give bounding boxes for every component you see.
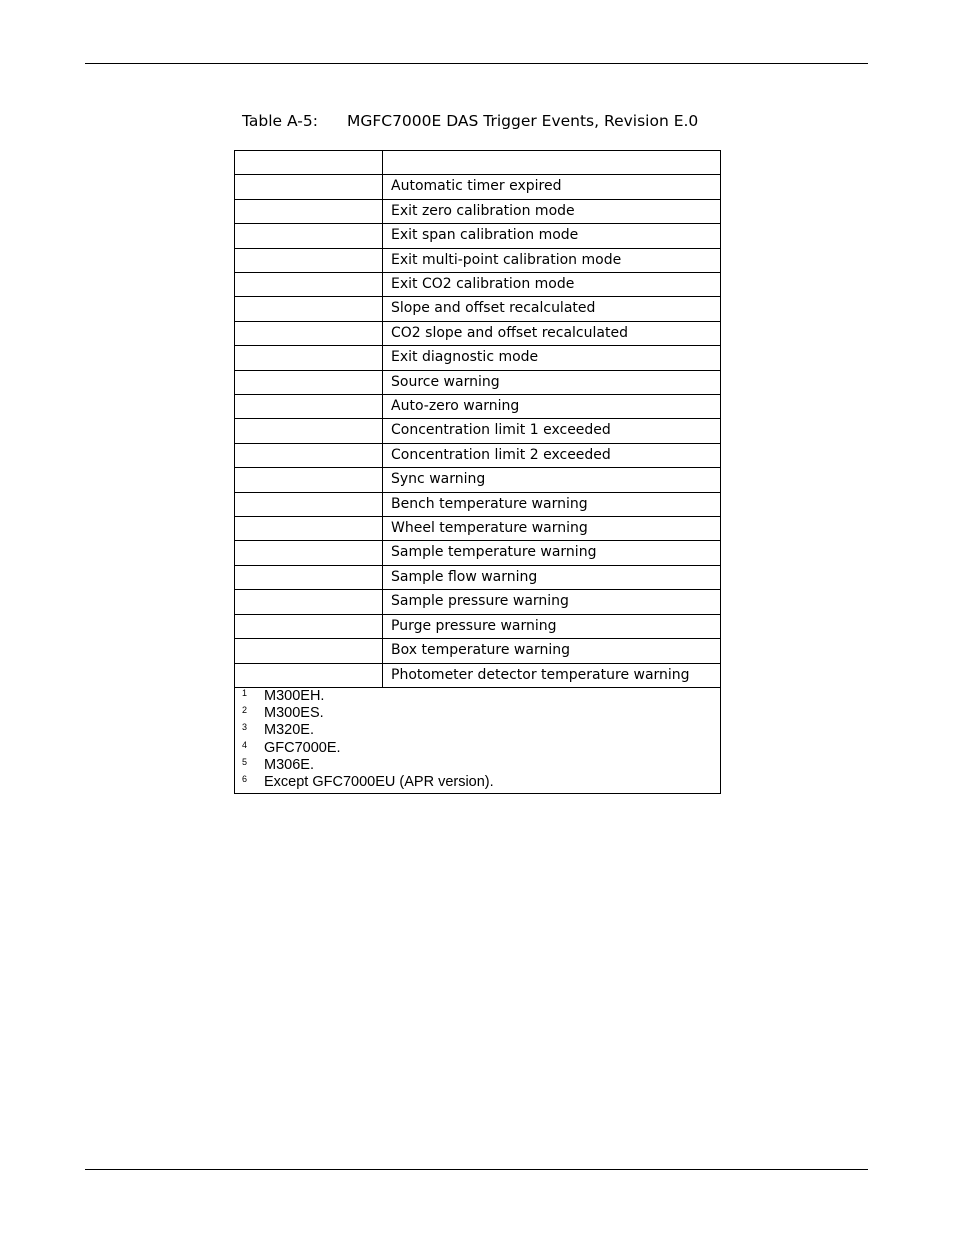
- table-row: [235, 565, 721, 589]
- footnote-mark: 4: [242, 739, 248, 750]
- table-row: [235, 224, 721, 248]
- event-description-cell: Exit zero calibration mode: [383, 199, 721, 223]
- event-name-cell: [235, 443, 383, 467]
- event-description-cell: Source warning: [383, 370, 721, 394]
- footer-rule: [85, 1169, 868, 1170]
- event-description-cell: Photometer detector temperature warning: [383, 663, 721, 687]
- table-row: [235, 321, 721, 345]
- table-row: [235, 370, 721, 394]
- header-cell-description: [383, 151, 721, 175]
- event-description-cell: Slope and offset recalculated: [383, 297, 721, 321]
- event-description-cell: Auto-zero warning: [383, 395, 721, 419]
- table-row: [235, 199, 721, 223]
- footnote-mark: 3: [242, 722, 248, 733]
- table-row: [235, 590, 721, 614]
- footnotes-cell: [235, 687, 721, 793]
- table-row: [235, 346, 721, 370]
- event-description-cell: Purge pressure warning: [383, 614, 721, 638]
- header-rule: [85, 63, 868, 64]
- event-name-cell: [235, 395, 383, 419]
- footnote-text: GFC7000E.: [264, 739, 341, 756]
- footnote-text: M300EH.: [264, 687, 325, 704]
- event-description-cell: Sample pressure warning: [383, 590, 721, 614]
- event-description-cell: Exit diagnostic mode: [383, 346, 721, 370]
- event-description-cell: Sample temperature warning: [383, 541, 721, 565]
- table-row: [235, 297, 721, 321]
- footnote-text: M300ES.: [264, 705, 324, 722]
- event-name-cell: [235, 541, 383, 565]
- event-description-cell: Concentration limit 2 exceeded: [383, 443, 721, 467]
- event-name-cell: [235, 614, 383, 638]
- event-description-cell: Box temperature warning: [383, 639, 721, 663]
- event-name-cell: [235, 517, 383, 541]
- footnote: [242, 757, 720, 774]
- event-description-cell: Sample flow warning: [383, 565, 721, 589]
- event-name-cell: [235, 663, 383, 687]
- event-name-cell: [235, 273, 383, 297]
- header-cell-event: [235, 151, 383, 175]
- table-row: [235, 443, 721, 467]
- event-name-cell: [235, 419, 383, 443]
- event-name-cell: [235, 321, 383, 345]
- event-name-cell: [235, 565, 383, 589]
- footnote-mark: 2: [242, 705, 248, 716]
- event-name-cell: [235, 346, 383, 370]
- event-description-cell: Sync warning: [383, 468, 721, 492]
- event-name-cell: [235, 248, 383, 272]
- event-name-cell: [235, 370, 383, 394]
- event-description-cell: Concentration limit 1 exceeded: [383, 419, 721, 443]
- event-name-cell: [235, 224, 383, 248]
- event-description-cell: Exit span calibration mode: [383, 224, 721, 248]
- footnote: [242, 688, 720, 705]
- footnote: [242, 740, 720, 757]
- event-name-cell: [235, 468, 383, 492]
- footnote: [242, 774, 720, 791]
- caption-label: Table A-5:: [242, 112, 318, 130]
- event-description-cell: Bench temperature warning: [383, 492, 721, 516]
- table-row: [235, 614, 721, 638]
- event-name-cell: [235, 492, 383, 516]
- table-caption: [242, 112, 698, 130]
- footnote: [242, 722, 720, 739]
- table-row: [235, 273, 721, 297]
- event-name-cell: [235, 590, 383, 614]
- footnote-text: Except GFC7000EU (APR version).: [264, 773, 494, 790]
- event-name-cell: [235, 175, 383, 199]
- event-name-cell: [235, 199, 383, 223]
- event-description-cell: Wheel temperature warning: [383, 517, 721, 541]
- event-description-cell: Exit CO2 calibration mode: [383, 273, 721, 297]
- event-description-cell: CO2 slope and offset recalculated: [383, 321, 721, 345]
- table-row: [235, 468, 721, 492]
- footnote-mark: 1: [242, 687, 248, 698]
- table-row: [235, 419, 721, 443]
- table-row: [235, 663, 721, 687]
- event-name-cell: [235, 639, 383, 663]
- event-description-cell: Automatic timer expired: [383, 175, 721, 199]
- event-name-cell: [235, 297, 383, 321]
- table-row: [235, 492, 721, 516]
- table-header-row: [235, 151, 721, 175]
- table-row: [235, 248, 721, 272]
- footnotes-row: [235, 687, 721, 793]
- event-description-cell: Exit multi-point calibration mode: [383, 248, 721, 272]
- trigger-events-table: [234, 150, 721, 794]
- table-row: [235, 639, 721, 663]
- footnote-mark: 6: [242, 773, 248, 784]
- footnote-text: M320E.: [264, 722, 314, 739]
- table-row: [235, 541, 721, 565]
- footnote: [242, 705, 720, 722]
- footnote-mark: 5: [242, 756, 248, 767]
- table-row: [235, 517, 721, 541]
- table-row: [235, 395, 721, 419]
- table-row: [235, 175, 721, 199]
- caption-title: MGFC7000E DAS Trigger Events, Revision E.0: [346, 112, 699, 130]
- footnote-text: M306E.: [264, 756, 314, 773]
